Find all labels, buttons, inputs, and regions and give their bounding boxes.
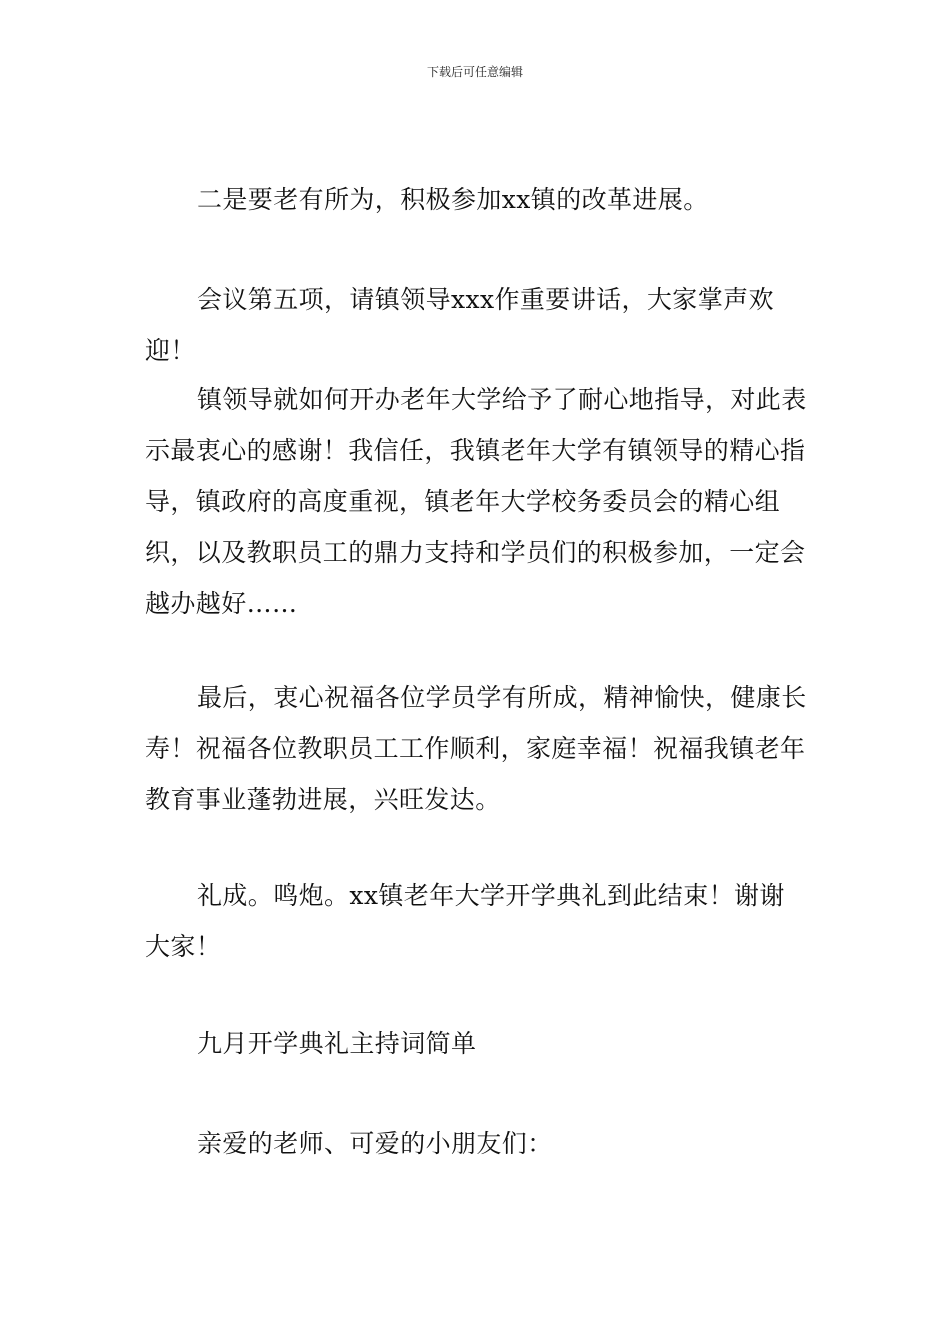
- paragraph: 二是要老有所为，积极参加xx镇的改革进展。: [197, 185, 709, 214]
- paragraph: 最后，衷心祝福各位学员学有所成，精神愉快，健康长寿！祝福各位教职员工工作顺利，家庭幸福！祝福我镇老年教育事业蓬勃进展，兴旺发达。: [145, 683, 807, 814]
- salutation: 亲爱的老师、可爱的小朋友们：: [197, 1129, 553, 1158]
- section-heading: 九月开学典礼主持词简单: [197, 1029, 477, 1058]
- paragraph: 礼成。鸣炮。xx镇老年大学开学典礼到此结束！谢谢大家！: [145, 881, 785, 961]
- page-header-note: 下载后可任意编辑: [426, 65, 523, 79]
- paragraph: 镇领导就如何开办老年大学给予了耐心地指导，对此表示最衷心的感谢！我信任，我镇老年大学有镇领导的精心指导，镇政府的高度重视，镇老年大学校务委员会的精心组织，以及教职员工的鼎力支持和学员们的积极参加，一定会越办越好……: [145, 385, 807, 618]
- paragraph: 会议第五项，请镇领导xxx作重要讲话，大家掌声欢迎！: [145, 285, 774, 365]
